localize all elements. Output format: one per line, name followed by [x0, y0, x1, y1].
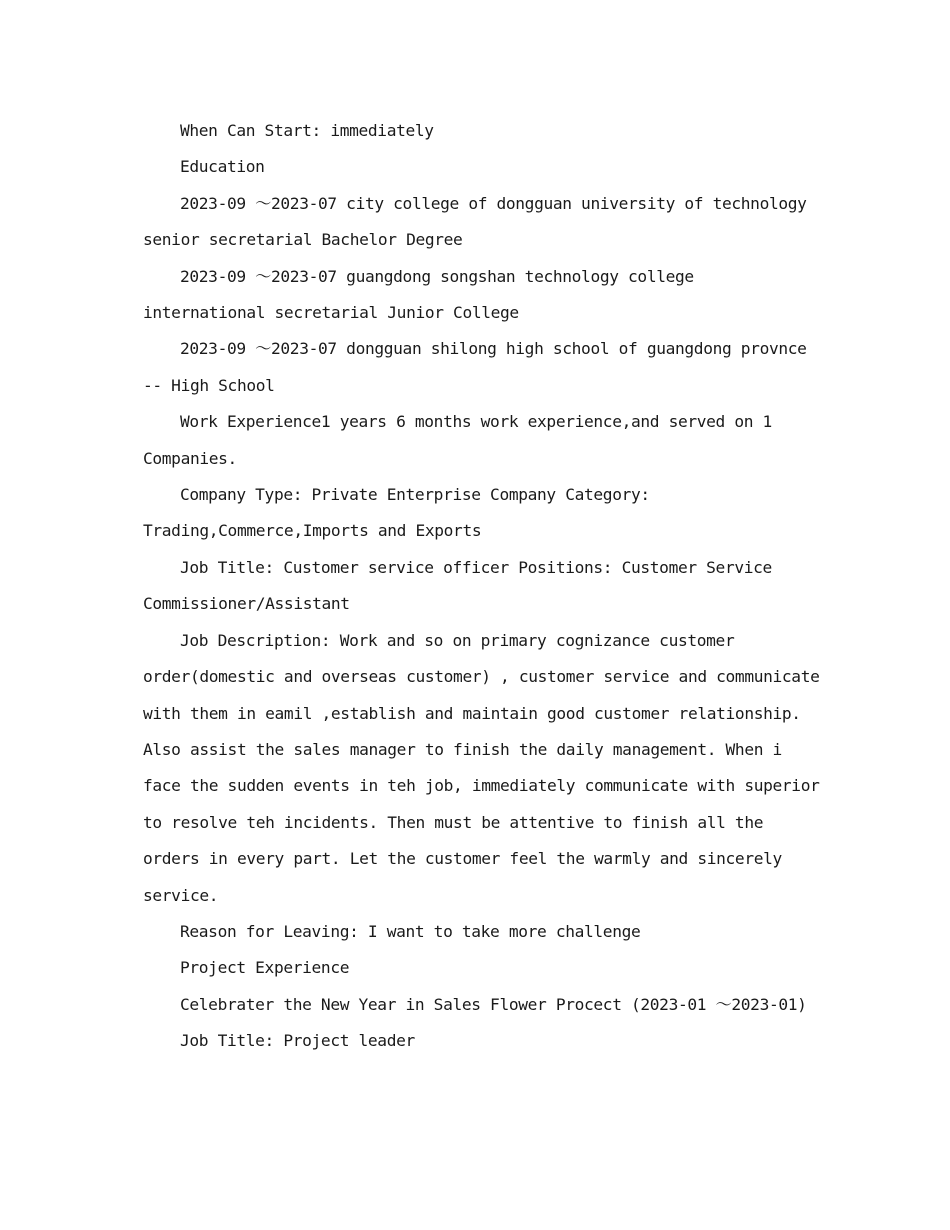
company-type-line: Company Type: Private Enterprise Company Category: Trading,Commerce,Imports and Exports [143, 485, 650, 541]
education-entry-2: 2023-09 ～2023-07 guangdong songshan technology college international secretarial Junior College [143, 266, 694, 323]
job-title-line: Job Title: Customer service officer Positions: Customer Service Commissioner/Assistant [143, 557, 772, 614]
when-can-start-line: When Can Start: immediately [180, 121, 434, 140]
project-entry-title: Celebrater the New Year in Sales Flower Procect (2023-01 ～2023-01) [180, 994, 807, 1014]
education-entry-3: 2023-09 ～2023-07 dongguan shilong high school of guangdong provnce -- High School [143, 339, 807, 395]
job-description: Job Description: Work and so on primary cognizance customer order(domestic and overseas customer) , customer service and communicate with them in eamil ,establish and maintain good customer relationship. Also assist the sales manager to finish the daily management. When i face the sudden events in teh job, immediately communicate with superior to resolve teh incidents. Then must be attentive to finish all the orders in every part. Let the customer feel the warmly and sincerely service. [143, 630, 820, 905]
project-job-title-line: Job Title: Project leader [180, 1031, 415, 1051]
education-heading: Education [180, 157, 265, 177]
document-page [143, 113, 823, 1060]
reason-for-leaving-line: Reason for Leaving: I want to take more challenge [180, 921, 641, 941]
education-entry-1: 2023-09 ～2023-07 city college of dongguan university of technology senior secretarial Bachelor Degree [143, 193, 807, 250]
project-experience-heading: Project Experience [180, 958, 350, 978]
work-experience-summary: Work Experience1 years 6 months work experience,and served on 1 Companies. [143, 412, 772, 468]
